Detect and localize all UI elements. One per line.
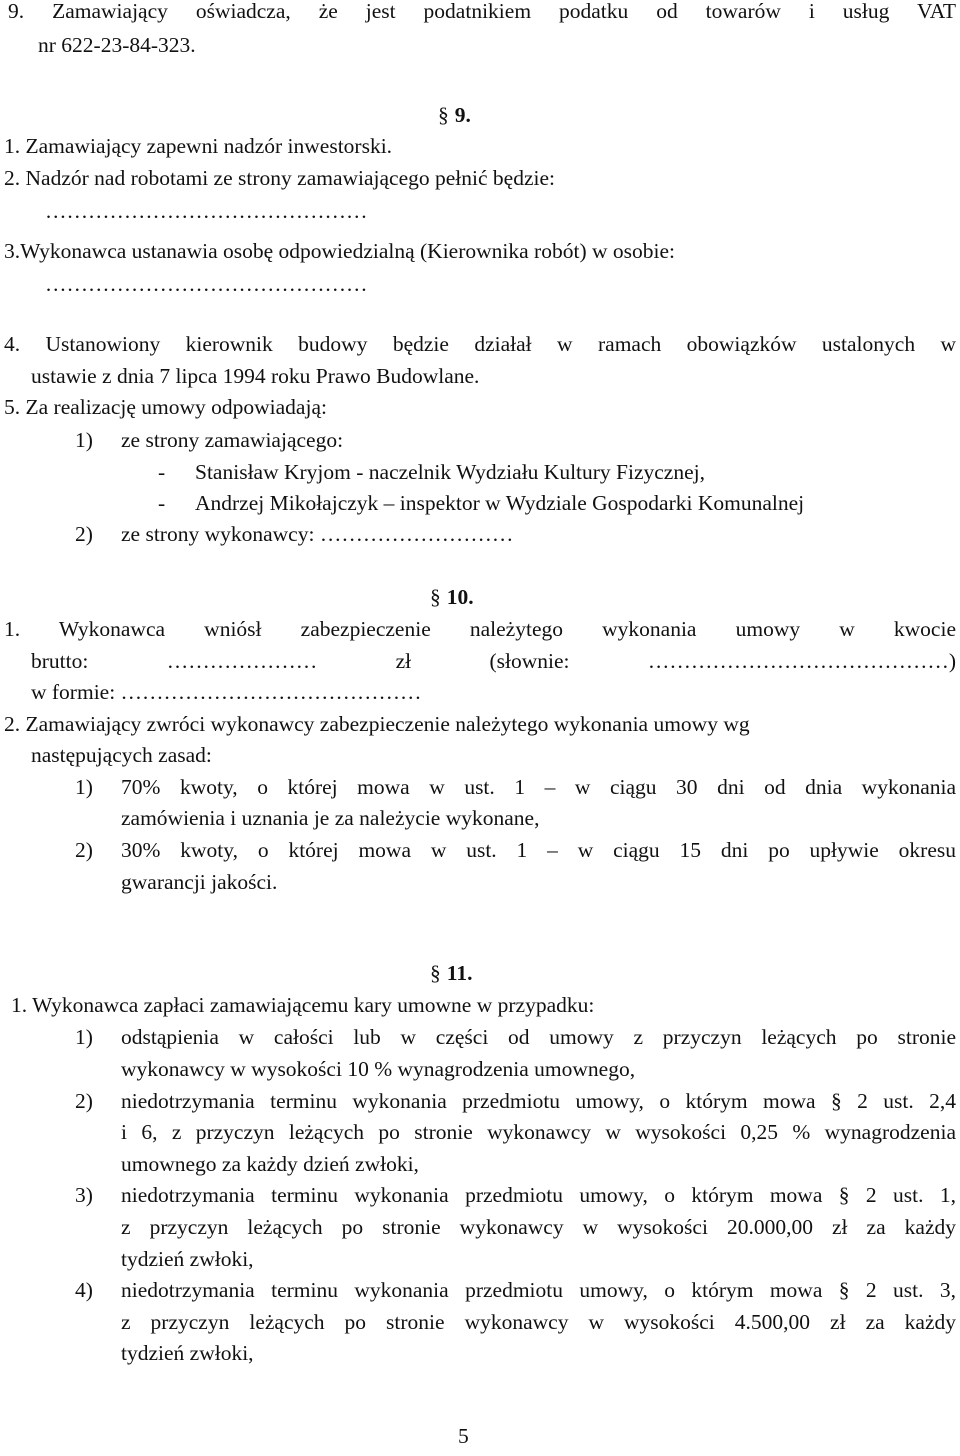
clause-9-4-line-1: 4. Ustanowiony kierownik budowy będzie działał w ramach obowiązków ustalonych w [4, 332, 956, 356]
list-num: 4) [75, 1278, 93, 1302]
clause-11-1-3-line-1: niedotrzymania terminu wykonania przedmiotu umowy, o którym mowa § 2 ust. 1, [121, 1183, 956, 1207]
list-num: 2) [75, 522, 93, 546]
clause-11-1: 1. Wykonawca zapłaci zamawiającemu kary umowne w przypadku: [11, 993, 595, 1017]
clause-11-1-3-line-3: tydzień zwłoki, [121, 1247, 254, 1271]
section-11-heading [430, 958, 472, 989]
clause-10-1-line-3: w formie: …………………………………… [31, 680, 422, 704]
section-9-heading [438, 100, 471, 131]
section-number: 10. [446, 585, 474, 609]
section-10-heading [430, 582, 474, 613]
dash: - [158, 460, 166, 484]
clause-10-2-line-1: 2. Zamawiający zwróci wykonawcy zabezpieczenie należytego wykonania umowy wg [4, 712, 750, 736]
section-number: 9. [454, 103, 471, 127]
clause-9-5-1: ze strony zamawiającego: [121, 428, 344, 452]
clause-11-1-4-line-3: tydzień zwłoki, [121, 1341, 254, 1365]
clause-11-1-4-line-2: z przyczyn leżących po stronie wykonawcy w wysokości 4.500,00 zł za każdy [121, 1310, 956, 1334]
clause-9-2: 2. Nadzór nad robotami ze strony zamawiającego pełnić będzie: [4, 166, 556, 190]
clause-9-5-1-b: Andrzej Mikołajczyk – inspektor w Wydziale Gospodarki Komunalnej [195, 491, 805, 515]
clause-10-2-line-2: następujących zasad: [31, 743, 212, 767]
clause-9-5-2: ze strony wykonawcy: ……………………… [121, 522, 514, 546]
clause-11-1-2-line-3: umownego za każdy dzień zwłoki, [121, 1152, 419, 1176]
clause-10-2-2-line-2: gwarancji jakości. [121, 870, 278, 894]
section-symbol: § [430, 585, 441, 609]
dash: - [158, 491, 166, 515]
section-number: 11. [446, 961, 473, 985]
list-num: 1) [75, 1025, 93, 1049]
clause-10-2-1-line-1: 70% kwoty, o której mowa w ust. 1 – w ciągu 30 dni od dnia wykonania [121, 775, 956, 799]
clause-8-9-line-2: nr 622-23-84-323. [38, 33, 196, 57]
clause-9-5: 5. Za realizację umowy odpowiadają: [4, 395, 327, 419]
clause-9-3-blank: ……………………………………… [45, 272, 368, 296]
list-num: 2) [75, 1089, 93, 1113]
clause-8-9-line-1: 9. Zamawiający oświadcza, że jest podatnikiem podatku od towarów i usług VAT [8, 0, 956, 23]
clause-9-1: 1. Zamawiający zapewni nadzór inwestorski. [4, 134, 393, 158]
clause-10-2-2-line-1: 30% kwoty, o której mowa w ust. 1 – w ciągu 15 dni po upływie okresu [121, 838, 956, 862]
clause-9-3: 3.Wykonawca ustanawia osobę odpowiedzialną (Kierownika robót) w osobie: [4, 239, 675, 263]
clause-9-5-1-a: Stanisław Kryjom - naczelnik Wydziału Kultury Fizycznej, [195, 460, 705, 484]
clause-11-1-3-line-2: z przyczyn leżących po stronie wykonawcy w wysokości 20.000,00 zł za każdy [121, 1215, 956, 1239]
clause-9-4-line-2: ustawie z dnia 7 lipca 1994 roku Prawo Budowlane. [31, 364, 480, 388]
section-symbol: § [438, 103, 449, 127]
clause-11-1-1-line-2: wykonawcy w wysokości 10 % wynagrodzenia umownego, [121, 1057, 636, 1081]
clause-10-1-line-2: brutto: ………………… zł (słownie: ……………………………………) [31, 649, 956, 673]
list-num: 1) [75, 428, 93, 452]
list-num: 3) [75, 1183, 93, 1207]
clause-11-1-2-line-2: i 6, z przyczyn leżących po stronie wykonawcy w wysokości 0,25 % wynagrodzenia [121, 1120, 956, 1144]
clause-10-2-1-line-2: zamówienia i uznania je za należycie wykonane, [121, 806, 540, 830]
section-symbol: § [430, 961, 441, 985]
list-num: 1) [75, 775, 93, 799]
clause-9-2-blank: ……………………………………… [45, 199, 368, 223]
clause-10-1-line-1: 1. Wykonawca wniósł zabezpieczenie należytego wykonania umowy w kwocie [4, 617, 956, 641]
clause-11-1-4-line-1: niedotrzymania terminu wykonania przedmiotu umowy, o którym mowa § 2 ust. 3, [121, 1278, 956, 1302]
page-number: 5 [458, 1424, 469, 1448]
clause-11-1-1-line-1: odstąpienia w całości lub w części od umowy z przyczyn leżących po stronie [121, 1025, 956, 1049]
list-num: 2) [75, 838, 93, 862]
clause-11-1-2-line-1: niedotrzymania terminu wykonania przedmiotu umowy, o którym mowa § 2 ust. 2,4 [121, 1089, 956, 1113]
